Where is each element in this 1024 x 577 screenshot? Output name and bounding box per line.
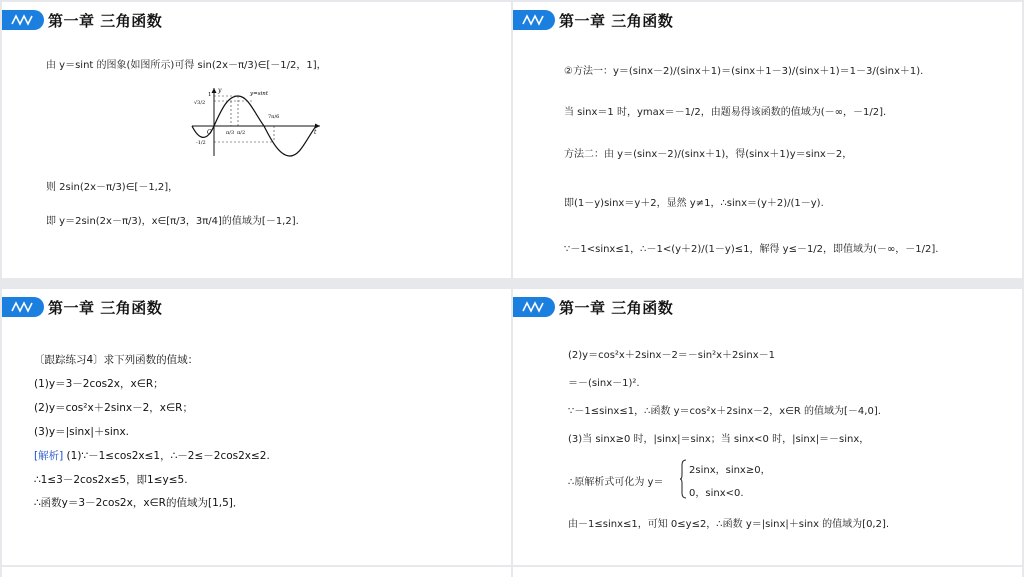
wave-logo-icon xyxy=(2,297,44,317)
line-5: ∵－1<sinx≤1，∴－1<(y＋2)/(1－y)≤1，解得 y≤－1/2，即值域为(－∞，－1/2]. xyxy=(564,244,939,255)
slide-3 xyxy=(2,289,511,565)
question-1: (1)y＝3－2cos2x，x∈R； xyxy=(34,378,164,390)
tick-1: 1 xyxy=(208,92,212,98)
next-slide-stub-right xyxy=(513,567,1022,577)
origin-label: O xyxy=(207,129,212,136)
line-2: 则 2sin(2x－π/3)∈[－1,2]， xyxy=(46,182,179,193)
tick-sqrt3-2: √3/2 xyxy=(194,100,206,106)
tick-pi-3: π/3 xyxy=(226,130,235,136)
slide-1 xyxy=(2,2,511,278)
wave-logo-icon xyxy=(513,297,555,317)
analysis-tag: [解析] xyxy=(34,450,64,462)
line-1: (2)y＝cos²x＋2sinx－2＝－sin²x＋2sinx－1 xyxy=(568,350,776,361)
curve-label: y=sint xyxy=(250,91,269,97)
slide-header xyxy=(513,8,673,32)
wave-logo-icon xyxy=(2,10,44,30)
solution-line-2: ∴1≤3－2cos2x≤5，即1≤y≤5. xyxy=(34,474,188,486)
chapter-title: 第一章 三角函数 xyxy=(559,298,674,317)
chapter-title: 第一章 三角函数 xyxy=(48,298,163,317)
line-5-lead: ∴原解析式可化为 y＝ xyxy=(568,477,664,488)
wave-logo-icon xyxy=(513,10,555,30)
piecewise-case-2: 0，sinx<0. xyxy=(689,488,744,499)
tick-neg-half: -1/2 xyxy=(196,140,206,146)
line-2: ＝－(sinx－1)². xyxy=(568,378,640,389)
line-1: 由 y＝sint 的图象(如图所示)可得 sin(2x－π/3)∈[－1/2，1]， xyxy=(46,60,327,71)
sine-graph xyxy=(188,84,324,158)
t-axis-label: t xyxy=(314,129,317,136)
chapter-title: 第一章 三角函数 xyxy=(48,11,163,30)
piecewise-brace xyxy=(679,459,687,499)
y-axis-label: y xyxy=(218,87,222,94)
next-slide-stub-left xyxy=(2,567,511,577)
slide-header xyxy=(513,295,673,319)
solution-line-3: ∴函数y＝3－2cos2x，x∈R的值域为[1,5]． xyxy=(34,497,244,509)
slide-2 xyxy=(513,2,1022,278)
tick-7pi-6: 7π/6 xyxy=(268,114,280,120)
exercise-title: 〔跟踪练习4〕求下列函数的值域： xyxy=(34,354,199,366)
line-3: 方法二：由 y＝(sinx－2)/(sinx＋1)，得(sinx＋1)y＝sinx－2， xyxy=(564,149,853,160)
slide-header xyxy=(2,8,162,32)
question-3: (3)y＝|sinx|＋sinx. xyxy=(34,426,130,438)
line-1: ②方法一：y＝(sinx－2)/(sinx＋1)＝(sinx＋1－3)/(sinx＋1)＝1－3/(sinx＋1). xyxy=(564,66,924,77)
analysis-line xyxy=(34,448,270,463)
line-6: 由－1≤sinx≤1，可知 0≤y≤2，∴函数 y＝|sinx|＋sinx 的值域为[0,2]. xyxy=(568,519,890,530)
line-4: (3)当 sinx≥0 时，|sinx|＝sinx；当 sinx<0 时，|sinx|＝－sinx， xyxy=(568,434,870,445)
piecewise-case-1: 2sinx，sinx≥0， xyxy=(689,465,771,476)
line-4: 即(1－y)sinx＝y＋2，显然 y≠1，∴sinx＝(y＋2)/(1－y). xyxy=(564,198,824,209)
line-3: 即 y＝2sin(2x－π/3)，x∈[π/3，3π/4]的值域为[－1,2]. xyxy=(46,216,299,227)
chapter-title: 第一章 三角函数 xyxy=(559,11,674,30)
line-3: ∵－1≤sinx≤1，∴函数 y＝cos²x＋2sinx－2，x∈R 的值域为[－4,0]. xyxy=(568,406,881,417)
slide-header xyxy=(2,295,162,319)
tick-pi-2: π/2 xyxy=(237,130,246,136)
slide-4 xyxy=(513,289,1022,565)
question-2: (2)y＝cos²x＋2sinx－2，x∈R； xyxy=(34,402,193,414)
line-2: 当 sinx＝1 时，ymax＝－1/2，由题易得该函数的值域为(－∞，－1/2]. xyxy=(564,107,887,118)
analysis-text: (1)∵－1≤cos2x≤1，∴－2≤－2cos2x≤2. xyxy=(63,450,270,462)
